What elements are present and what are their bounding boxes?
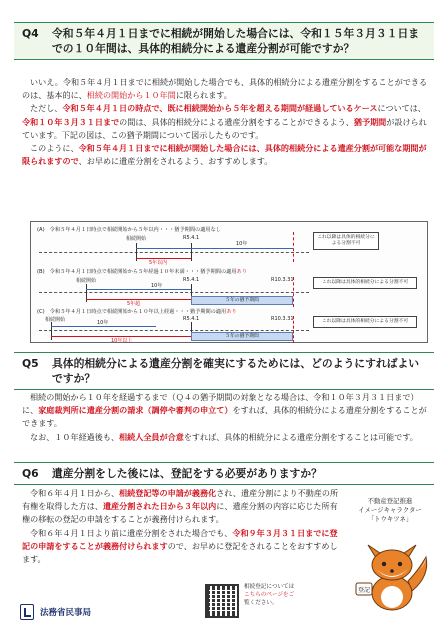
ministry-name: 法務省民事局 [40,608,92,618]
row-c-mid-label: R5.4.1 [183,316,200,322]
row-b-over-label: 5年超 [127,301,141,307]
mascot-caption: 不動産登記推進 イメージキャラクター 「トウキツネ」 [358,497,422,523]
row-a-span-arrow [136,248,293,249]
q6-heading [14,462,434,485]
ministry-logo [20,602,140,622]
row-c-note: これ以降は具体的相続分による分割不可 [313,316,417,328]
row-a-mid-label: R5.4.1 [183,235,200,241]
row-c-over-label: 10年以上 [111,338,133,344]
q4-title: 令和５年４月１日までに相続が開始した場合には、令和１５年３月３１日までの１０年間は、具体的相続分による遺産分割が可能ですか？ [52,27,420,55]
row-b-title: (B) 令和５年４月１日時点で相続開始から５年経過１０年未満・・・猶予期間の適用あり [37,269,247,275]
row-b-mid-label: R5.4.1 [183,277,200,283]
row-b-span-arrow [86,289,191,290]
row-a-span-label: 10年 [236,241,248,247]
grace-period-diagram [30,221,428,343]
q4-paragraph-2: ただし、令和５年４月１日の時点で、既に相続開始から５年を超える期間が経過しているケースについては、令和１０年３月３１日までの間は、具体的相続分による遺産分割をすることができるよう、猶予期間が設けられています。下記の図は、この猶予期間について図示したものです。 [22,103,427,140]
q6-title: 遺産分割をした後には、登記をする必要がありますか？ [52,467,322,480]
q5-paragraph-1: 相続の開始から１０年を経過するまで（Ｑ４の猶予期間の対象となる場合は、令和１０年３月３１日まで）に、家庭裁判所に遺産分割の請求（調停や審判の申立て）をすれば、具体的相続分による遺産分割をすることができます。 [22,392,427,429]
q5-body [22,391,428,444]
row-a-timeline [39,252,309,253]
fox-mascot-icon [352,531,432,613]
qr-code-icon[interactable] [205,584,239,618]
q5-heading [14,352,434,390]
row-b-timeline [39,292,309,293]
ministry-emblem-icon [20,604,34,620]
row-c-end-label: R10.3.31 [271,316,294,322]
row-a-within-label: 5年以内 [149,260,168,266]
row-c-end-tick [293,316,294,343]
row-a-end-tick [293,232,294,262]
row-b-grace-box: ５年の猶予期間 [191,296,293,305]
row-c-span-arrow [51,326,156,327]
q5-title: 具体的相続分による遺産分割を確実にするためには、どのようにすればよいですか？ [52,357,420,385]
row-b-start-label: 相続開始 [76,278,97,284]
row-a-mid-tick [191,243,192,261]
row-b-span-label: 10年 [151,283,163,289]
row-a-title: (A) 令和５年４月１日時点で相続開始から５年以内・・・猶予期間の適用なし [37,227,221,233]
row-a-note: これ以降は具体的相続分による分割不可 [313,232,379,250]
q6-number: Q6 [22,467,39,480]
mascot-badge-text: 登記 [357,587,371,594]
q4-body [22,76,428,168]
row-c-timeline [39,330,309,331]
row-c-start-label: 相続開始 [45,317,66,323]
q6-paragraph-2: 令和６年４月１日より前に遺産分割をされた場合でも、令和９年３月３１日までに登記の申請をすることが義務付けられますので、お早めに登記をされることをおすすめします。 [22,527,338,565]
row-b-end-label: R10.3.31 [271,277,294,283]
qr-caption: 相続登記については こちらのページをご 覧ください。 [244,584,295,606]
row-b-note: これ以降は具体的相続分による分割不可 [313,277,417,289]
q4-paragraph-3: このように、令和５年４月１日までに相続が開始した場合には、具体的相続分による遺産分割が可能な期間が限られますので、お早めに遺産分割をされるよう、おすすめします。 [22,143,427,167]
q6-body [22,487,340,566]
row-c-grace-box: ５年の猶予期間 [191,332,293,341]
q4-heading [14,22,434,60]
q4-paragraph-1: いいえ。令和５年４月１日までに相続が開始した場合でも、具体的相続分による遺産分割をすることができるのは、基本的に、相続の開始から１０年間に限られます。 [22,77,428,101]
row-c-title: (C) 令和５年４月１日時点で相続開始から１０年以上経過・・・猶予期間の適用あり [37,309,237,315]
q4-number: Q4 [22,27,39,40]
q5-paragraph-2: なお、１０年経過後も、相続人全員が合意をすれば、具体的相続分による遺産分割をすることは可能です。 [30,431,418,442]
row-c-span-label: 10年 [97,320,109,326]
q6-paragraph-1: 令和６年４月１日から、相続登記等の申請が義務化され、遺産分割により不動産の所有権を取得した方は、遺産分割された日から３年以内に、遺産分割の内容に応じた所有権の移転の登記の申請をすることが義務付けられます。 [22,488,339,525]
row-a-start-label: 相続開始 [126,236,147,242]
row-b-end-tick [293,277,294,307]
q5-number: Q5 [22,357,39,370]
row-c-start-tick [51,322,52,340]
